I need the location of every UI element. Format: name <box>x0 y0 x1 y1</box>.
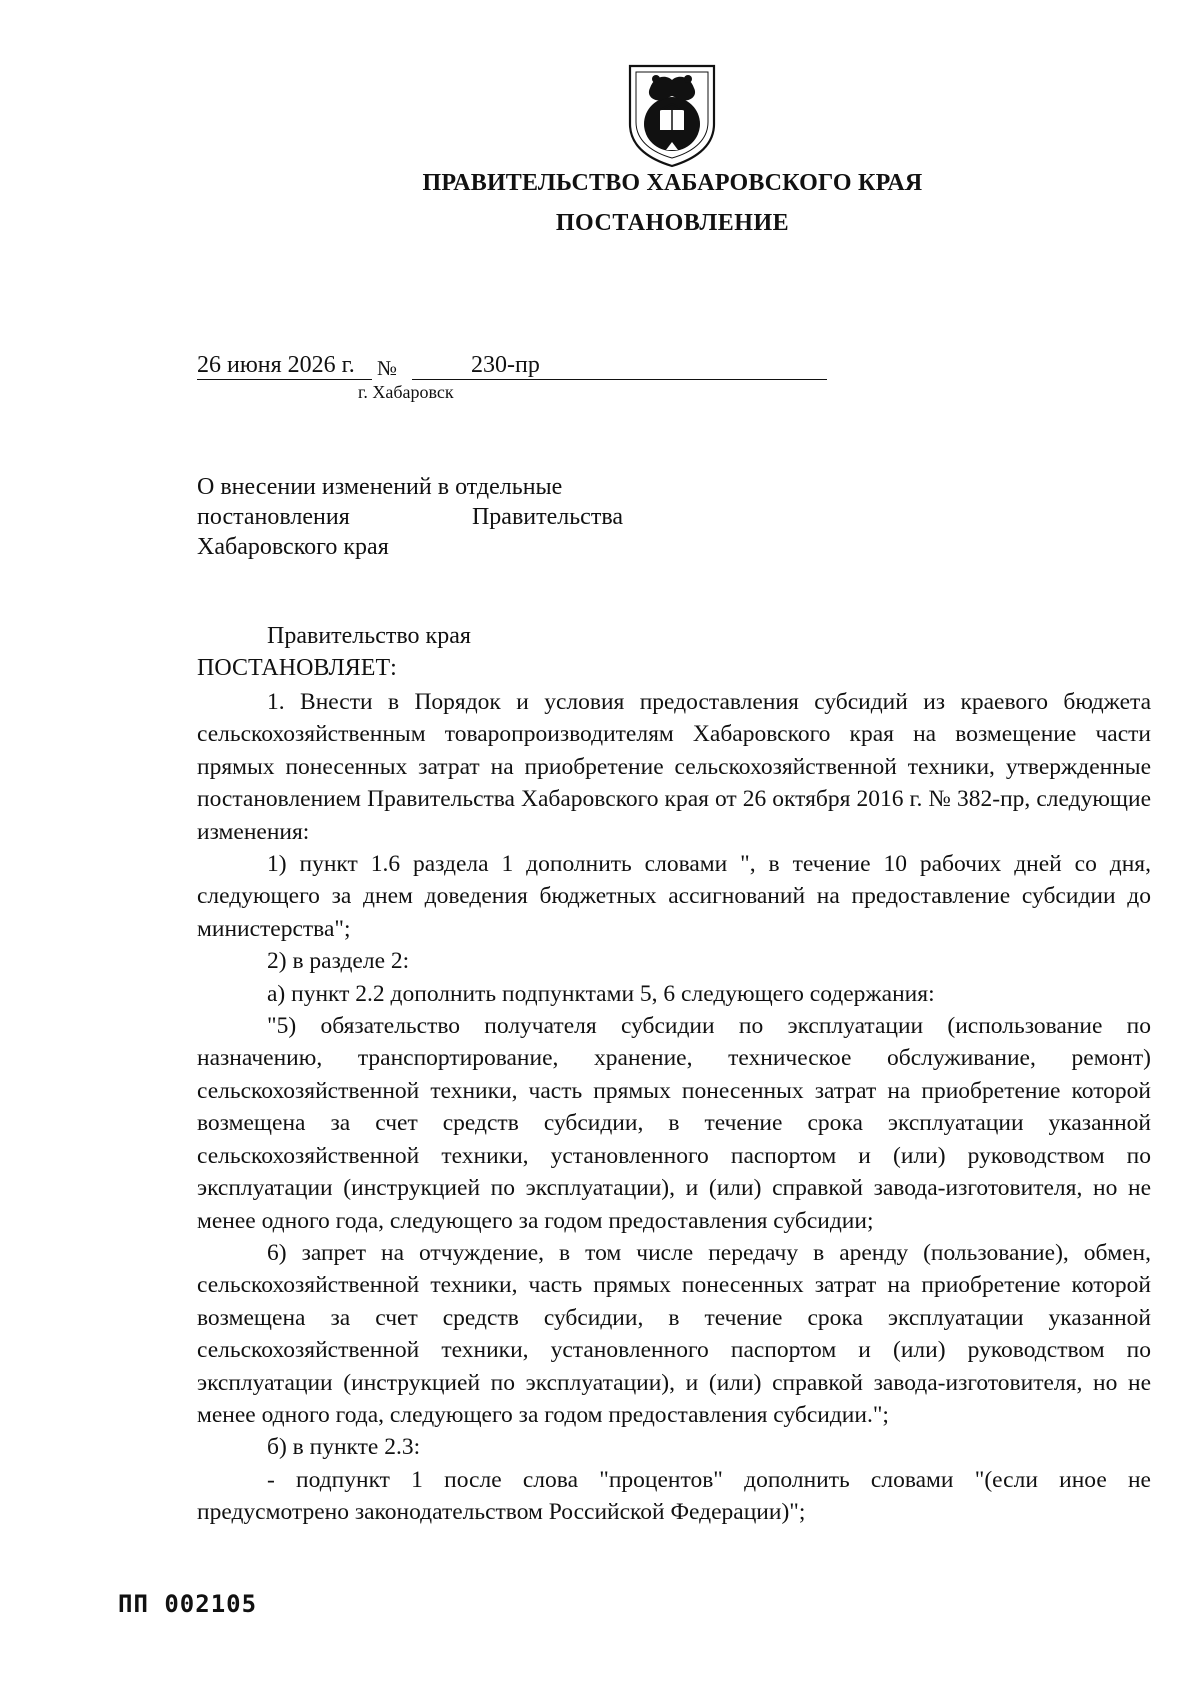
number-sign: № <box>377 356 398 380</box>
body-paragraph: 6) запрет на отчуждение, в том числе передачу в аренду (пользование), обмен, сельскохозяйственной техники, часть прямых понесенных затрат на приобретение которой возмещена за счет средств субсидии, в течение срока эксплуатации указанной сельскохозяйственной техники, установленного паспортом и (или) руководством по эксплуатации (инструкцией по эксплуатации), и (или) справкой завода-изготовителя, но не менее одного года, следующего за годом предоставления субсидии."; <box>197 1239 1151 1428</box>
number-underline <box>412 379 827 380</box>
body-paragraph: 2) в разделе 2: <box>267 948 410 975</box>
preamble <box>197 620 1151 684</box>
document-subject <box>197 472 623 562</box>
body-paragraph: "5) обязательство получателя субсидии по эксплуатации (использование по назначению, транспортирование, хранение, техническое обслуживание, ремонт) сельскохозяйственной техники, часть прямых понесенных затрат на приобретение которой возмещена за счет средств субсидии, в течение срока эксплуатации указанной сельскохозяйственной техники, установленного паспортом и (или) руководством по эксплуатации (инструкцией по эксплуатации), и (или) справкой завода-изготовителя, но не менее одного года, следующего за годом предоставления субсидии; <box>197 1013 1151 1234</box>
date-underline <box>197 379 372 380</box>
body-paragraph: 1) пункт 1.6 раздела 1 дополнить словами ", в течение 10 рабочих дней со дня, следующего за днем доведения бюджетных ассигнований на предоставление субсидии до министерства"; <box>197 851 1151 942</box>
government-title: ПРАВИТЕЛЬСТВО ХАБАРОВСКОГО КРАЯ <box>422 170 923 196</box>
document-body <box>197 686 1151 1529</box>
document-type: ПОСТАНОВЛЕНИЕ <box>555 210 790 236</box>
body-paragraph: 1. Внести в Порядок и условия предоставления субсидий из краевого бюджета сельскохозяйственным товаропроизводителям Хабаровского края на возмещение части прямых понесенных затрат на приобретение сельскохозяйственной техники, утвержденные постановлением Правительства Хабаровского края от 26 октября 2016 г. № 382-пр, следующие изменения: <box>197 689 1151 845</box>
body-paragraph: б) в пункте 2.3: <box>267 1434 421 1461</box>
coat-of-arms-emblem <box>626 62 718 168</box>
preamble-line: Правительство края <box>267 623 471 649</box>
subject-line: постановления Правительства <box>197 504 623 530</box>
bear-emblem-icon <box>626 62 718 168</box>
subject-line: О внесении изменений в отдельные <box>197 474 563 500</box>
document-date: 26 июня 2026 г. <box>197 352 355 378</box>
subject-line: Хабаровского края <box>197 534 389 560</box>
date-number-row <box>197 352 637 382</box>
document-city: г. Хабаровск <box>358 382 454 402</box>
document-number: 230-пр <box>471 352 540 378</box>
body-paragraph: а) пункт 2.2 дополнить подпунктами 5, 6 следующего содержания: <box>267 980 935 1007</box>
body-paragraph: - подпункт 1 после слова "процентов" дополнить словами "(если иное не предусмотрено законодательством Российской Федерации)"; <box>197 1466 1151 1526</box>
form-code: ПП 002105 <box>118 1590 258 1618</box>
resolves-heading: ПОСТАНОВЛЯЕТ: <box>197 655 397 681</box>
